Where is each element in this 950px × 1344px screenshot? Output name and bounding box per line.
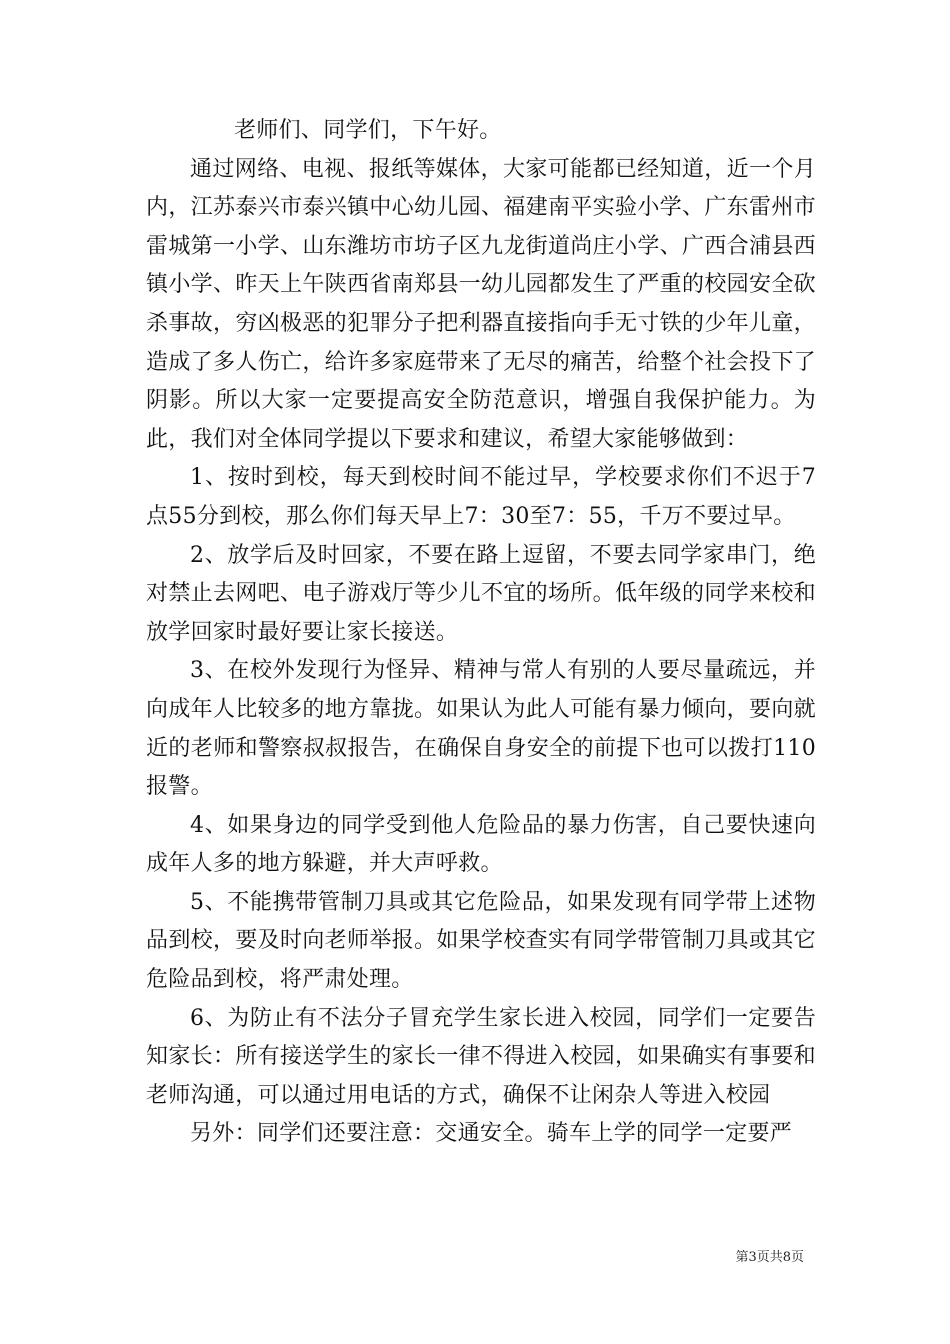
closing-paragraph: 另外：同学们还要注意：交通安全。骑车上学的同学一定要严 [190, 1121, 793, 1147]
rule-item-4: 4、如果身边的同学受到他人危险品的暴力伤害，自己要快速向成年人多的地方躲避，并大声呼救。 [146, 812, 816, 877]
rule-item-6: 6、为防止有不法分子冒充学生家长进入校园，同学们一定要告知家长：所有接送学生的家长一律不得进入校园，如果确实有事要和老师沟通，可以通过用电话的方式，确保不让闲杂人等进入校园 [146, 1005, 816, 1108]
intro-paragraph: 通过网络、电视、报纸等媒体，大家可能都已经知道，近一个月内，江苏泰兴市泰兴镇中心幼儿园、福建南平实验小学、广东雷州市雷城第一小学、山东潍坊市坊子区九龙街道尚庄小学、广西合浦县西镇小学、昨天上午陕西省南郑县一幼儿园都发生了严重的校园安全砍杀事故，穷凶极恶的犯罪分子把利器直接指向手无寸铁的少年儿童，造成了多人伤亡，给许多家庭带来了无尽的痛苦，给整个社会投下了阴影。所以大家一定要提高安全防范意识，增强自我保护能力。为此，我们对全体同学提以下要求和建议，希望大家能够做到： [146, 156, 816, 452]
rule-item-3: 3、在校外发现行为怪异、精神与常人有别的人要尽量疏远，并向成年人比较多的地方靠拢。如果认为此人可能有暴力倾向，要向就近的老师和警察叔叔报告，在确保自身安全的前提下也可以拨打110报警。 [146, 658, 816, 800]
greeting-paragraph: 老师们、同学们，下午好。 [234, 118, 502, 143]
page-number-footer: 第3页共8页 [735, 1250, 804, 1265]
rule-item-2: 2、放学后及时回家，不要在路上逗留，不要去同学家串门，绝对禁止去网吧、电子游戏厅等少儿不宜的场所。低年级的同学来校和放学回家时最好要让家长接送。 [146, 542, 816, 645]
rule-item-1: 1、按时到校，每天到校时间不能过早，学校要求你们不迟于7点55分到校，那么你们每天早上7：30至7：55，千万不要过早。 [146, 465, 816, 529]
rule-item-5: 5、不能携带管制刀具或其它危险品，如果发现有同学带上述物品到校，要及时向老师举报。如果学校查实有同学带管制刀具或其它危险品到校，将严肃处理。 [146, 889, 816, 993]
document-body [146, 112, 816, 1154]
